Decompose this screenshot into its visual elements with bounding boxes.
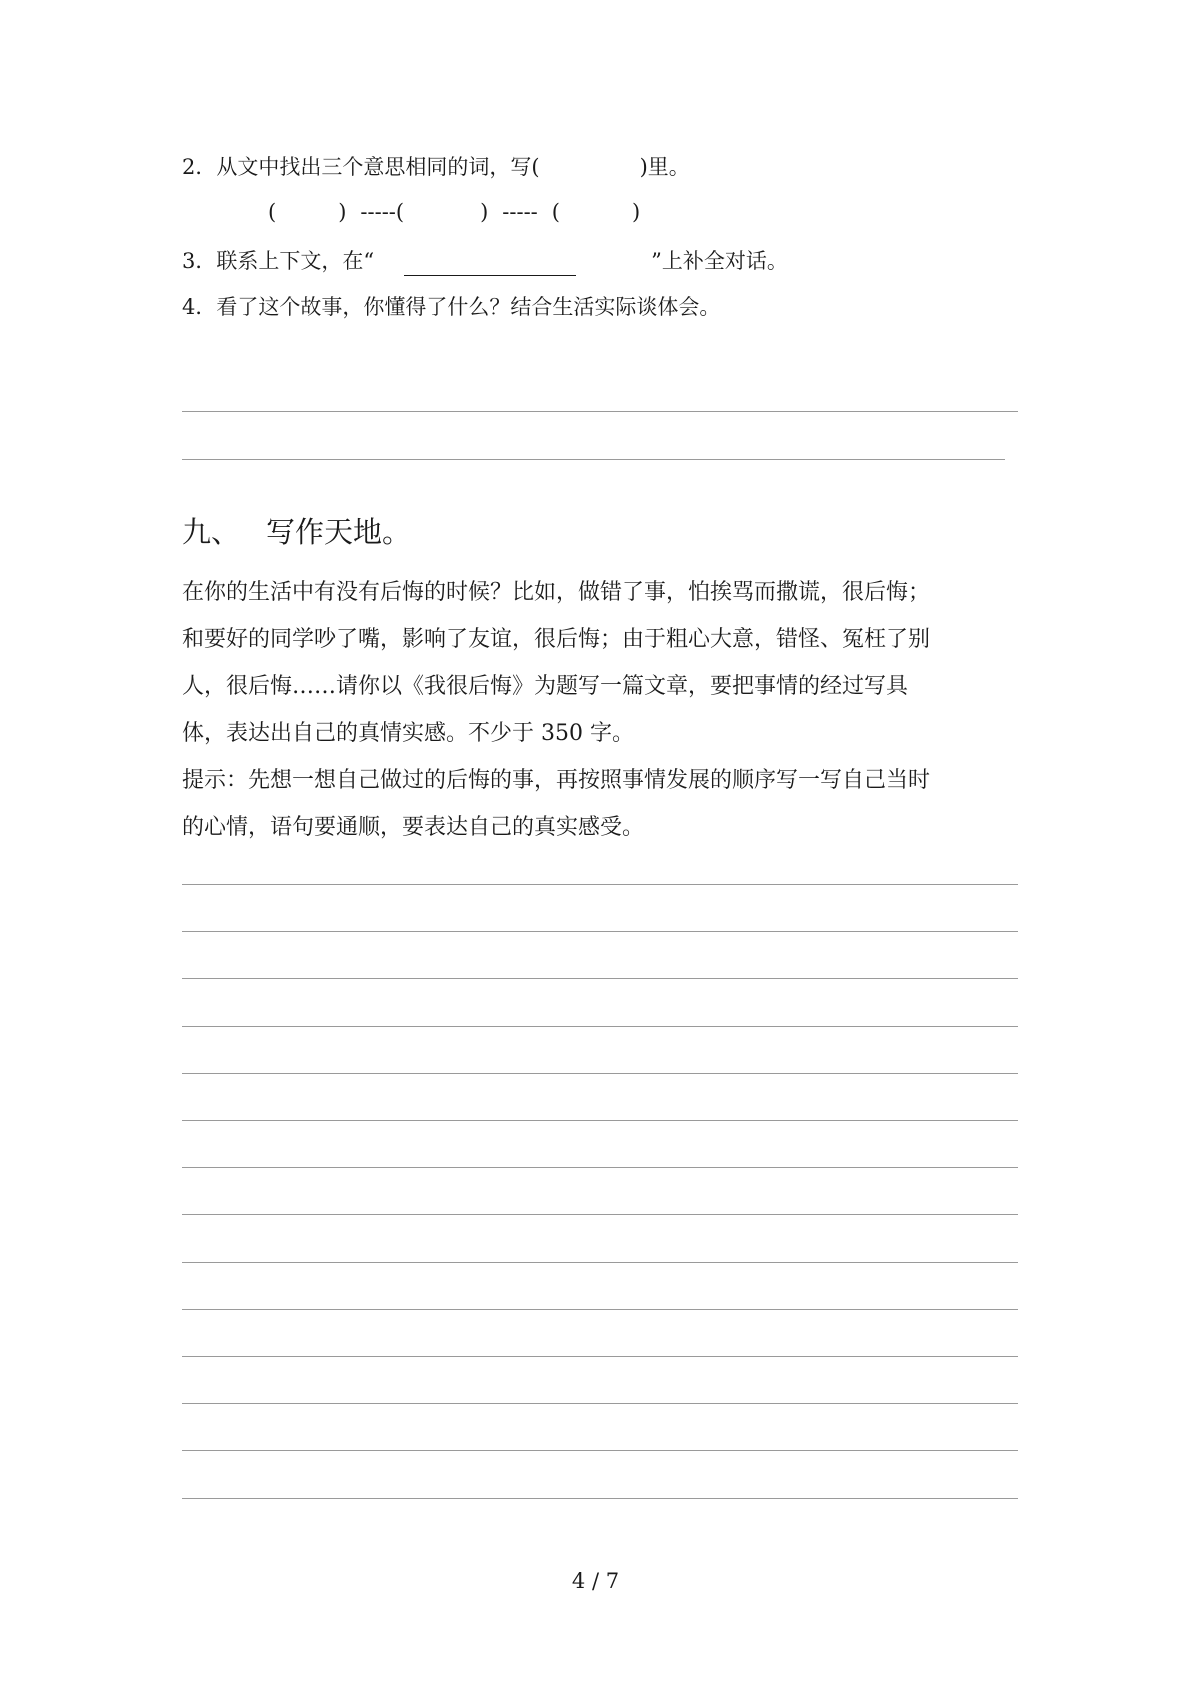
dash-separator: ----- xyxy=(502,200,538,224)
section-number: 九、 xyxy=(182,515,241,549)
prompt-line: 和要好的同学吵了嘴，影响了友谊，很后悔；由于粗心大意，错怪、冤枉了别 xyxy=(182,627,931,652)
question-2-text: 2．从文中找出三个意思相同的词，写( xyxy=(182,155,540,179)
writing-line[interactable] xyxy=(182,884,1018,885)
question-4-text: 4．看了这个故事，你懂得了什么？结合生活实际谈体会。 xyxy=(182,295,721,319)
paren-open: ( xyxy=(551,200,560,224)
writing-line[interactable] xyxy=(182,1450,1018,1451)
paren-close: ) xyxy=(338,200,347,224)
question-2-close: )里。 xyxy=(639,155,690,179)
paren-open: ( xyxy=(268,200,277,224)
paren-close: ) xyxy=(480,200,489,224)
dialogue-blank[interactable] xyxy=(404,253,576,276)
hint-line: 的心情，语句要通顺，要表达自己的真实感受。 xyxy=(182,815,645,840)
prompt-line: 在你的生活中有没有后悔的时候？比如，做错了事，怕挨骂而撒谎，很后悔； xyxy=(182,580,931,605)
paren-close: ) xyxy=(631,200,641,224)
section-title: 写作天地。 xyxy=(266,515,412,549)
dash-separator: ----- xyxy=(360,200,396,224)
prompt-line: 体，表达出自己的真情实感。不少于 350 字。 xyxy=(182,721,634,746)
writing-line[interactable] xyxy=(182,1309,1018,1310)
paren-open: ( xyxy=(395,200,405,224)
section-heading xyxy=(182,512,411,552)
question-2-answer-row xyxy=(268,197,640,227)
question-4 xyxy=(182,292,720,322)
writing-line[interactable] xyxy=(182,978,1018,979)
writing-line[interactable] xyxy=(182,1026,1018,1027)
writing-line[interactable] xyxy=(182,1073,1018,1074)
writing-line[interactable] xyxy=(182,931,1018,932)
question-3 xyxy=(182,246,788,276)
prompt-line: 人，很后悔……请你以《我很后悔》为题写一篇文章，要把事情的经过写具 xyxy=(182,674,909,699)
hint-line: 提示：先想一想自己做过的后悔的事，再按照事情发展的顺序写一写自己当时 xyxy=(182,768,931,793)
answer-line[interactable] xyxy=(182,411,1018,412)
page-number: 4 / 7 xyxy=(571,1569,620,1593)
writing-line[interactable] xyxy=(182,1120,1018,1121)
writing-line[interactable] xyxy=(182,1214,1018,1215)
writing-line[interactable] xyxy=(182,1356,1018,1357)
answer-line[interactable] xyxy=(182,459,1005,460)
question-3-text: 3．联系上下文，在“ xyxy=(182,249,375,273)
writing-line[interactable] xyxy=(182,1262,1018,1263)
question-2 xyxy=(182,152,690,182)
writing-line[interactable] xyxy=(182,1167,1018,1168)
writing-line[interactable] xyxy=(182,1403,1018,1404)
question-3-close: ”上补全对话。 xyxy=(651,249,788,273)
writing-line[interactable] xyxy=(182,1498,1018,1499)
